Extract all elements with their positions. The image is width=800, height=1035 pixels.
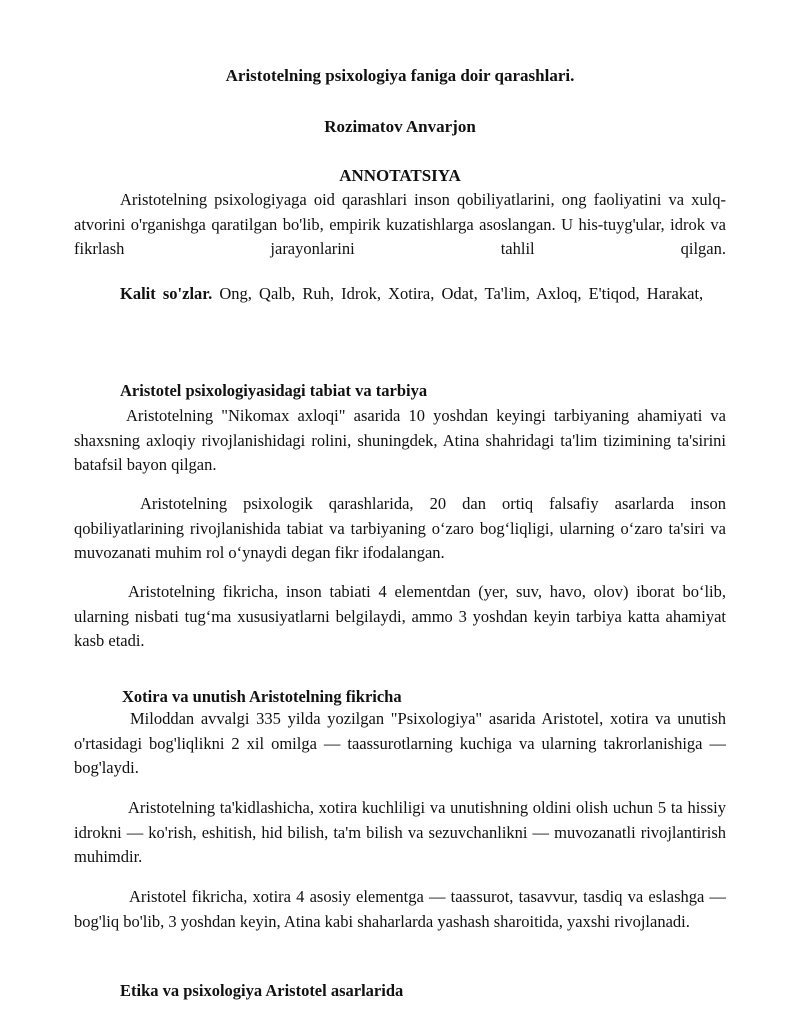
section-paragraph: Aristotel fikricha, xotira 4 asosiy elementga — taassurot, tasavvur, tasdiq va eslashga — bog'liq bo'lib, 3 yoshdan keyin, Atina kabi shaharlarda yashash sharoitida, yaxshi rivojlanadi. xyxy=(74,887,726,931)
section-heading: Xotira va unutish Aristotelning fikricha xyxy=(122,687,402,706)
annotation-heading: ANNOTATSIYA xyxy=(339,166,461,185)
document-title: Aristotelning psixologiya faniga doir qarashlari. xyxy=(225,66,575,85)
annotation-paragraph: Aristotelning psixologiyaga oid qarashlari inson qobiliyatlarini, ong faoliyatini va xulq-atvorini o'rganishga qaratilgan bo'lib, empirik kuzatishlarga asoslangan. U his-tuyg'ular, idrok va fikrlash jarayonlarini tahlil qilgan. xyxy=(74,190,726,258)
section-heading: Etika va psixologiya Aristotel asarlarida xyxy=(120,981,404,1000)
section-paragraph: Aristotelning ta'kidlashicha, xotira kuchliligi va unutishning oldini olish uchun 5 ta hissiy idrokni — ko'rish, eshitish, hid bilish, ta'm bilish va sezuvchanlikni — muvozanatli rivojlantirish muhimdir. xyxy=(74,798,726,866)
section-paragraph: Aristotelning psixologik qarashlarida, 20 dan ortiq falsafiy asarlarda inson qobiliyatlarining rivojlanishida tabiat va tarbiyaning o‘zaro bog‘liqligi, ularning o‘zaro ta'siri va muvozanati muhim rol o‘ynaydi degan fikr ifodalangan. xyxy=(74,494,726,562)
section-paragraph: Aristotelning fikricha, inson tabiati 4 elementdan (yer, suv, havo, olov) iborat bo‘lib, ularning nisbati tug‘ma xususiyatlarni belgilaydi, ammo 3 yoshdan keyin tarbiya katta ahamiyat kasb etadi. xyxy=(74,582,726,650)
author-name: Rozimatov Anvarjon xyxy=(324,117,476,136)
keywords-paragraph xyxy=(74,282,726,307)
section-paragraph: Aristotelning "Nikomax axloqi" asarida 10 yoshdan keyingi tarbiyaning ahamiyati va shaxsning axloqiy rivojlanishidagi rolini, shuningdek, Atina shahridagi ta'lim tizimining ta'sirini batafsil bayon qilgan. xyxy=(74,406,726,474)
section-paragraph: Miloddan avvalgi 335 yilda yozilgan "Psixologiya" asarida Aristotel, xotira va unutish o'rtasidagi bog'liqlikni 2 xil omilga — taassurotlarning kuchiga va ularning takrorlanishiga — bog'laydi. xyxy=(74,709,726,777)
section-heading: Aristotel psixologiyasidagi tabiat va tarbiya xyxy=(120,381,428,400)
keywords-label: Kalit so'zlar. xyxy=(120,284,213,303)
keywords-text: Ong, Qalb, Ruh, Idrok, Xotira, Odat, Ta'lim, Axloq, E'tiqod, Harakat, xyxy=(212,284,704,303)
